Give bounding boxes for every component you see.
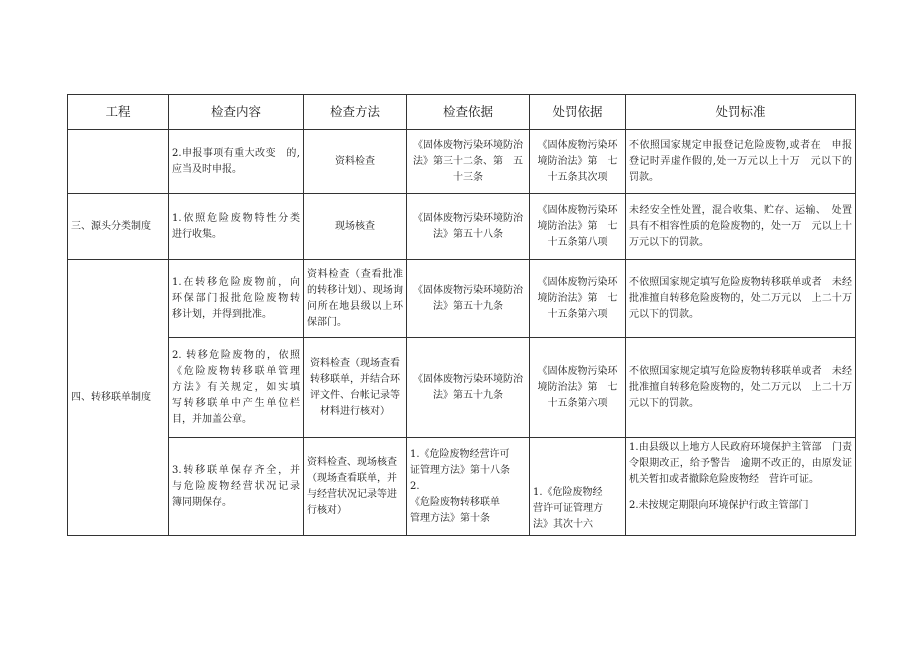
basis-line-2: 《危险废物转移联单 管理方法》第十条 (410, 496, 520, 524)
header-penalty-standard: 处罚标准 (626, 95, 856, 130)
table-row (68, 130, 856, 194)
penalty-basis-cell: 《固体废物污染环境防治法》第 七十五条其次项 (530, 130, 626, 194)
basis-cell: 《固体废物污染环境防治法》第五十九条 (407, 260, 530, 338)
spacer (629, 488, 852, 498)
header-penalty-basis: 处罚依据 (530, 95, 626, 130)
header-basis: 检查依据 (407, 95, 530, 130)
project-cell: 四、转移联单制度 (68, 260, 169, 536)
method-cell: 资料检查 (304, 130, 407, 194)
table-row (68, 338, 856, 438)
method-cell: 资料检查、现场核查（现场查看联单，并与经营状况记录等进行核对） (304, 438, 407, 536)
content-cell: 2. 转移危险废物的，依照《危险废物转移联单管理 方法》有关规定，如实填 写转移联单中产生单位栏 目，并加盖公章。 (169, 338, 304, 438)
basis-line-1: 1.《危险废物经营许可 证管理方法》第十八条 2. (410, 448, 530, 492)
project-cell-empty (68, 130, 169, 194)
table-row (68, 260, 856, 338)
penalty-standard-cell: 不依照国家规定申报登记危险废物,或者在 申报登记时弄虚作假的,处一万元以上十万 元以下的罚款。 (626, 130, 856, 194)
penalty-standard-2: 2.未按规定期限向环境保护行政主管部门 (629, 500, 809, 511)
header-method: 检查方法 (304, 95, 407, 130)
content-cell: 3.转移联单保存齐全，并 与危险废物经营状况记录 簿同期保存。 (169, 438, 304, 536)
basis-cell (407, 438, 530, 536)
basis-cell: 《固体废物污染环境防治法》第五十九条 (407, 338, 530, 438)
method-cell: 资料检查（查看批准的转移计划）、现场询问所在地县级以上环保部门。 (304, 260, 407, 338)
content-cell: 1.依照危险废物特性分类 进行收集。 (169, 194, 304, 260)
penalty-standard-cell: 未经安全性处置，混合收集、贮存、运输、 处置具有不相容性质的危险废物的，处一万 元以上十万元以下的罚款。 (626, 194, 856, 260)
basis-cell: 《固体废物污染环境防治法》第三十二条、第 五十三条 (407, 130, 530, 194)
header-project: 工程 (68, 95, 169, 130)
project-cell: 三、源头分类制度 (68, 194, 169, 260)
penalty-standard-cell: 不依照国家规定填写危险废物转移联单或者 未经批准擅自转移危险废物的，处二万元以 上二十万元以下的罚款。 (626, 260, 856, 338)
table-row (68, 438, 856, 536)
inspection-table (67, 94, 856, 536)
content-cell: 2.申报事项有重大改变 的,应当及时申报。 (169, 130, 304, 194)
penalty-basis-cell: 《固体废物污染环境防治法》第 七十五条第六项 (530, 260, 626, 338)
header-content: 检查内容 (169, 95, 304, 130)
method-cell: 现场核查 (304, 194, 407, 260)
penalty-standard-cell (626, 438, 856, 536)
content-cell: 1.在转移危险废物前，向 环保部门报批危险废物转 移计划，并得到批准。 (169, 260, 304, 338)
penalty-basis-cell: 《固体废物污染环境防治法》第 七十五条第八项 (530, 194, 626, 260)
penalty-basis-cell: 1.《危险废物经 营许可证管理方 法》其次十六 (530, 438, 626, 536)
penalty-basis-cell: 《固体废物污染环境防治法》第 七十五条第六项 (530, 338, 626, 438)
basis-cell: 《固体废物污染环境防治法》第五十八条 (407, 194, 530, 260)
penalty-standard-1: 1.由县级以上地方人民政府环境保护主管部 门责令限期改正，给予警告 逾期不改正的，由原发证机关暂扣或者撤除危险废物经 营许可证。 (629, 442, 852, 485)
penalty-standard-cell: 不依照国家规定填写危险废物转移联单或者 未经批准擅自转移危险废物的，处二万元以 上二十万元以下的罚款。 (626, 338, 856, 438)
header-row (68, 95, 856, 130)
table-row (68, 194, 856, 260)
method-cell: 资料检查（现场查看转移联单，并结合环评文件、台帐记录等材料进行核对） (304, 338, 407, 438)
